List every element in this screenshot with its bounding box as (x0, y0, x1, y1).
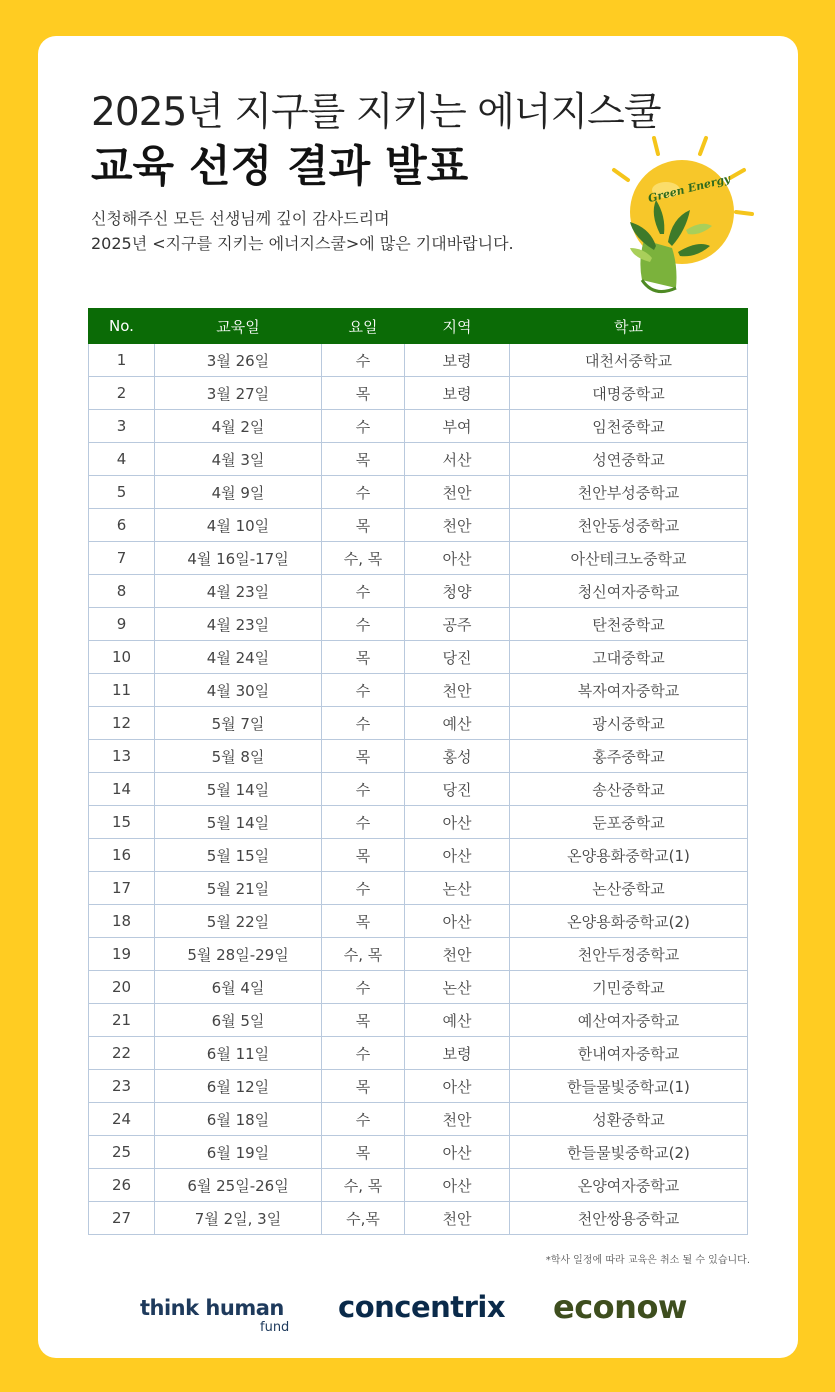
table-cell: 4 (89, 443, 155, 476)
table-cell: 서산 (405, 443, 510, 476)
table-cell: 천안동성중학교 (510, 509, 748, 542)
table-row (89, 410, 748, 443)
subtitle (91, 206, 514, 256)
table-cell: 수 (322, 1037, 405, 1070)
table-row (89, 839, 748, 872)
table-cell: 수 (322, 872, 405, 905)
table-cell: 24 (89, 1103, 155, 1136)
table-cell: 16 (89, 839, 155, 872)
table-cell: 27 (89, 1202, 155, 1235)
logo-concentrix: concentrix (338, 1290, 506, 1324)
table-cell: 천안 (405, 938, 510, 971)
logo-econow: econow (553, 1288, 687, 1326)
table-cell: 7 (89, 542, 155, 575)
table-row (89, 476, 748, 509)
table-cell: 2 (89, 377, 155, 410)
table-cell: 예산 (405, 1004, 510, 1037)
table-row (89, 641, 748, 674)
table-cell: 목 (322, 641, 405, 674)
table-cell: 4월 24일 (155, 641, 322, 674)
table-cell: 청양 (405, 575, 510, 608)
table-cell: 6월 4일 (155, 971, 322, 1004)
table-cell: 4월 9일 (155, 476, 322, 509)
page-heading: 교육 선정 결과 발표 (91, 142, 469, 192)
table-cell: 천안 (405, 1103, 510, 1136)
table-cell: 보령 (405, 377, 510, 410)
table-cell: 한들물빛중학교(1) (510, 1070, 748, 1103)
table-cell: 6월 11일 (155, 1037, 322, 1070)
table-cell: 수 (322, 674, 405, 707)
table-row (89, 740, 748, 773)
table-cell: 수 (322, 806, 405, 839)
table-cell: 20 (89, 971, 155, 1004)
table-cell: 천안쌍용중학교 (510, 1202, 748, 1235)
table-cell: 당진 (405, 641, 510, 674)
table-row (89, 1037, 748, 1070)
table-cell: 천안 (405, 509, 510, 542)
table-cell: 고대중학교 (510, 641, 748, 674)
table-cell: 송산중학교 (510, 773, 748, 806)
page-title: 2025년 지구를 지키는 에너지스쿨 (91, 90, 661, 135)
table-cell: 8 (89, 575, 155, 608)
table-cell: 수 (322, 344, 405, 377)
table-row (89, 707, 748, 740)
table-cell: 성연중학교 (510, 443, 748, 476)
table-cell: 3월 26일 (155, 344, 322, 377)
table-cell: 수,목 (322, 1202, 405, 1235)
table-cell: 광시중학교 (510, 707, 748, 740)
table-cell: 수 (322, 971, 405, 1004)
table-cell: 25 (89, 1136, 155, 1169)
table-cell: 5월 8일 (155, 740, 322, 773)
table-cell: 수 (322, 608, 405, 641)
table-cell: 6월 12일 (155, 1070, 322, 1103)
table-cell: 목 (322, 1004, 405, 1037)
table-cell: 기민중학교 (510, 971, 748, 1004)
table-cell: 7월 2일, 3일 (155, 1202, 322, 1235)
table-cell: 9 (89, 608, 155, 641)
table-cell: 5월 14일 (155, 806, 322, 839)
column-header: No. (89, 309, 155, 344)
table-cell: 17 (89, 872, 155, 905)
table-cell: 수, 목 (322, 542, 405, 575)
table-cell: 5월 15일 (155, 839, 322, 872)
bulb-label: Green Energy (646, 172, 732, 206)
table-cell: 예산여자중학교 (510, 1004, 748, 1037)
logo-think-human-fund: fund (260, 1320, 290, 1335)
table-row (89, 872, 748, 905)
table-cell: 6월 18일 (155, 1103, 322, 1136)
table-cell: 목 (322, 443, 405, 476)
table-cell: 3 (89, 410, 155, 443)
table-row (89, 1136, 748, 1169)
schedule-table (88, 308, 748, 1235)
table-cell: 4월 2일 (155, 410, 322, 443)
table-cell: 대천서중학교 (510, 344, 748, 377)
table-cell: 21 (89, 1004, 155, 1037)
table-cell: 수 (322, 575, 405, 608)
table-cell: 18 (89, 905, 155, 938)
table-cell: 6 (89, 509, 155, 542)
table-cell: 청신여자중학교 (510, 575, 748, 608)
table-cell: 13 (89, 740, 155, 773)
table-row (89, 773, 748, 806)
column-header: 교육일 (155, 309, 322, 344)
table-cell: 수 (322, 707, 405, 740)
table-cell: 아산테크노중학교 (510, 542, 748, 575)
table-cell: 수 (322, 476, 405, 509)
table-row (89, 1202, 748, 1235)
column-header: 학교 (510, 309, 748, 344)
table-cell: 당진 (405, 773, 510, 806)
table-row (89, 377, 748, 410)
table-cell: 아산 (405, 1169, 510, 1202)
table-cell: 복자여자중학교 (510, 674, 748, 707)
table-cell: 목 (322, 1070, 405, 1103)
table-cell: 천안 (405, 476, 510, 509)
subtitle-line-2: 2025년 <지구를 지키는 에너지스쿨>에 많은 기대바랍니다. (91, 234, 514, 253)
table-cell: 부여 (405, 410, 510, 443)
table-cell: 목 (322, 740, 405, 773)
table-cell: 5월 14일 (155, 773, 322, 806)
table-cell: 5월 22일 (155, 905, 322, 938)
table-row (89, 1004, 748, 1037)
table-cell: 5월 21일 (155, 872, 322, 905)
table-cell: 온양여자중학교 (510, 1169, 748, 1202)
table-body (89, 344, 748, 1235)
table-cell: 홍성 (405, 740, 510, 773)
table-cell: 1 (89, 344, 155, 377)
table-cell: 수, 목 (322, 1169, 405, 1202)
table-cell: 아산 (405, 1070, 510, 1103)
sponsor-logos (38, 1286, 798, 1346)
table-cell: 4월 10일 (155, 509, 322, 542)
table-cell: 목 (322, 839, 405, 872)
table-cell: 온양용화중학교(2) (510, 905, 748, 938)
table-cell: 6월 19일 (155, 1136, 322, 1169)
table-cell: 4월 23일 (155, 608, 322, 641)
table-cell: 아산 (405, 905, 510, 938)
table-cell: 아산 (405, 806, 510, 839)
table-cell: 아산 (405, 542, 510, 575)
footnote: *학사 일정에 따라 교육은 취소 될 수 있습니다. (545, 1255, 750, 1266)
table-row (89, 1169, 748, 1202)
table-cell: 14 (89, 773, 155, 806)
table-cell: 홍주중학교 (510, 740, 748, 773)
column-header: 요일 (322, 309, 405, 344)
table-cell: 5 (89, 476, 155, 509)
table-row (89, 1070, 748, 1103)
table-cell: 보령 (405, 1037, 510, 1070)
table-cell: 6월 5일 (155, 1004, 322, 1037)
table-row (89, 938, 748, 971)
table-cell: 19 (89, 938, 155, 971)
table-cell: 6월 25일-26일 (155, 1169, 322, 1202)
table-cell: 26 (89, 1169, 155, 1202)
table-cell: 10 (89, 641, 155, 674)
table-cell: 논산 (405, 872, 510, 905)
table-cell: 4월 30일 (155, 674, 322, 707)
table-cell: 22 (89, 1037, 155, 1070)
table-cell: 아산 (405, 839, 510, 872)
table-cell: 보령 (405, 344, 510, 377)
table-row (89, 509, 748, 542)
table-cell: 4월 3일 (155, 443, 322, 476)
table-cell: 23 (89, 1070, 155, 1103)
table-cell: 대명중학교 (510, 377, 748, 410)
table-cell: 15 (89, 806, 155, 839)
table-cell: 수 (322, 1103, 405, 1136)
table-cell: 천안 (405, 1202, 510, 1235)
table-row (89, 905, 748, 938)
table-row (89, 608, 748, 641)
logo-think-human: think human (140, 1296, 284, 1320)
table-row (89, 542, 748, 575)
table-row (89, 806, 748, 839)
table-cell: 논산 (405, 971, 510, 1004)
table-cell: 4월 16일-17일 (155, 542, 322, 575)
table-cell: 4월 23일 (155, 575, 322, 608)
table-cell: 수, 목 (322, 938, 405, 971)
table-cell: 논산중학교 (510, 872, 748, 905)
table-cell: 탄천중학교 (510, 608, 748, 641)
table-cell: 아산 (405, 1136, 510, 1169)
table-header-row (89, 309, 748, 344)
table-cell: 목 (322, 509, 405, 542)
table-row (89, 971, 748, 1004)
table-cell: 3월 27일 (155, 377, 322, 410)
table-cell: 천안 (405, 674, 510, 707)
table-cell: 목 (322, 1136, 405, 1169)
table-cell: 천안두정중학교 (510, 938, 748, 971)
table-cell: 한내여자중학교 (510, 1037, 748, 1070)
table-cell: 임천중학교 (510, 410, 748, 443)
table-cell: 목 (322, 377, 405, 410)
table-cell: 성환중학교 (510, 1103, 748, 1136)
table-cell: 수 (322, 773, 405, 806)
announcement-card (38, 36, 798, 1358)
table-row (89, 443, 748, 476)
table-row (89, 674, 748, 707)
table-cell: 수 (322, 410, 405, 443)
table-row (89, 575, 748, 608)
table-cell: 12 (89, 707, 155, 740)
table-cell: 11 (89, 674, 155, 707)
green-energy-bulb-icon (594, 130, 754, 300)
table-cell: 한들물빛중학교(2) (510, 1136, 748, 1169)
table-cell: 천안부성중학교 (510, 476, 748, 509)
table-row (89, 1103, 748, 1136)
table-cell: 공주 (405, 608, 510, 641)
table-row (89, 344, 748, 377)
column-header: 지역 (405, 309, 510, 344)
table-cell: 5월 7일 (155, 707, 322, 740)
subtitle-line-1: 신청해주신 모든 선생님께 깊이 감사드리며 (91, 209, 390, 228)
table-cell: 온양용화중학교(1) (510, 839, 748, 872)
table-cell: 둔포중학교 (510, 806, 748, 839)
table-cell: 목 (322, 905, 405, 938)
table-cell: 5월 28일-29일 (155, 938, 322, 971)
table-cell: 예산 (405, 707, 510, 740)
